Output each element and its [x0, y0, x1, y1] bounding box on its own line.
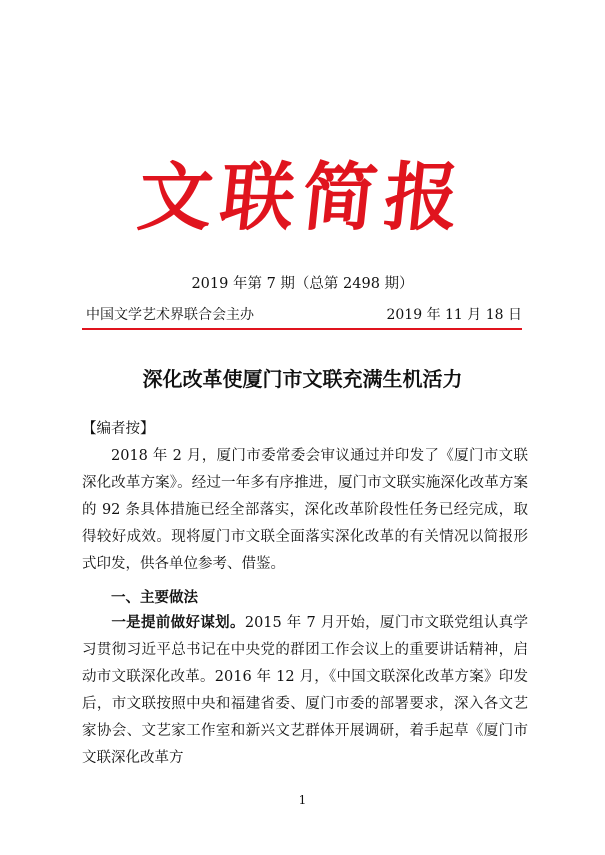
issue-date: 2019 年 11 月 18 日: [386, 307, 522, 323]
organizer-date-line: [82, 305, 522, 325]
section-heading: 一、主要做法: [111, 590, 198, 606]
article-headline: 深化改革使厦门市文联充满生机活力: [142, 367, 463, 391]
section-paragraph: [82, 609, 528, 772]
section-lead: 一是提前做好谋划。: [111, 614, 245, 631]
page-number: 1: [298, 793, 307, 807]
issue-line: 2019 年第 7 期（总第 2498 期）: [191, 276, 414, 292]
editor-note-text: 2018 年 2 月，厦门市委常委会审议通过并印发了《厦门市文联深化改革方案》。经过一年多有序推进，厦门市文联实施深化改革方案的 92 条具体措施已经全部落实，深化改革阶段性任务已经完成，取得较好成效。现将厦门市文联全面落实深化改革的有关情况以简报形式印发，供各单位参考、借鉴。: [82, 448, 528, 572]
section-text: 2015 年 7 月开始，厦门市文联党组认真学习贯彻习近平总书记在中央党的群团工作会议上的重要讲话精神，启动市文联深化改革。2016 年 12 月，《中国文联深化改革方案》印发后，市文联按照中央和福建省委、厦门市委的部署要求，深入各文艺家协会、文艺家工作室和新兴文艺群体开展调研，着手起草《厦门市文联深化改革方: [82, 615, 529, 766]
editor-note-label: 【编者按】: [82, 421, 155, 437]
red-divider: [82, 328, 522, 330]
masthead-title: 文联简报: [133, 155, 472, 241]
editor-note-paragraph: [82, 443, 528, 578]
organizer: 中国文学艺术界联合会主办: [86, 307, 254, 323]
